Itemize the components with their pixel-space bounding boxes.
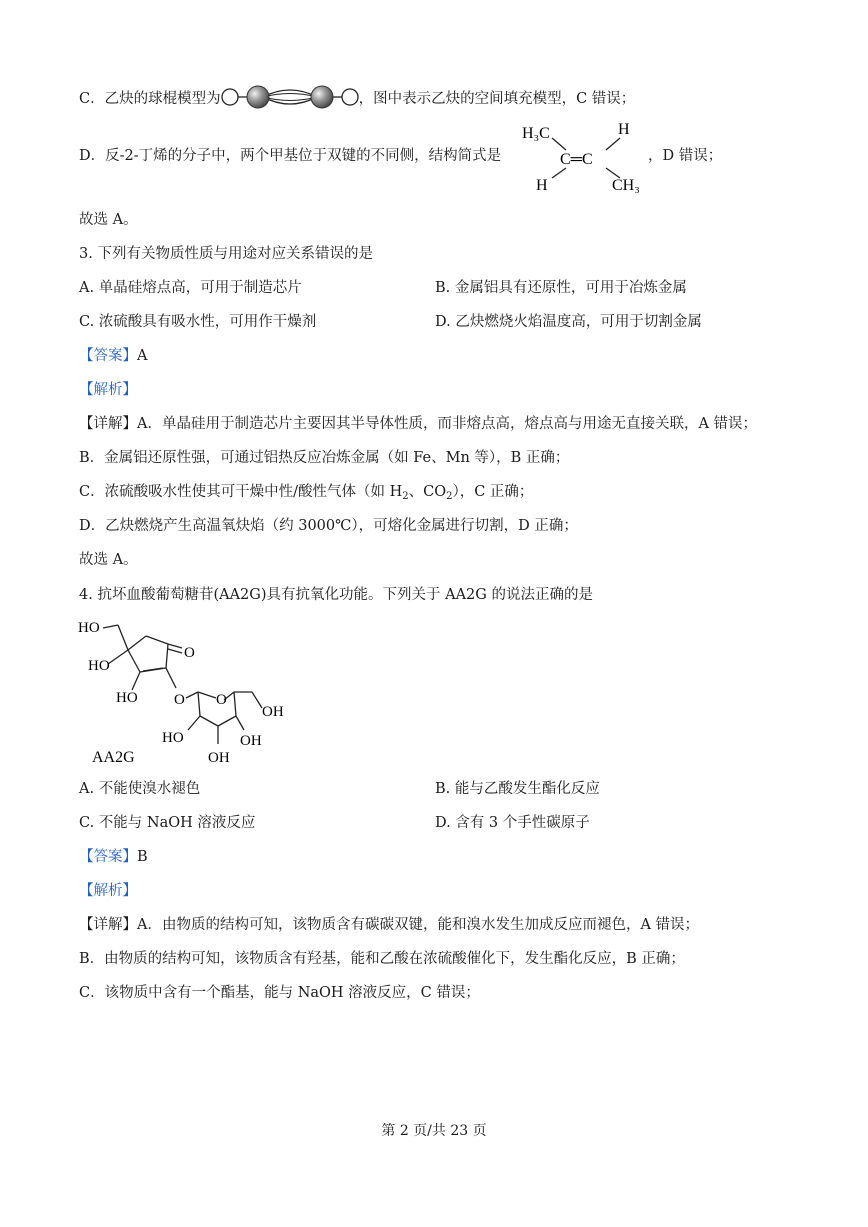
q4-detail-a-text: A．由物质的结构可知，该物质含有碳碳双键，能和溴水发生加成反应而褪色，A 错误；: [137, 917, 700, 933]
aa2g-structure: [76, 612, 306, 767]
page-footer: 第 2 页/共 23 页: [381, 1123, 487, 1139]
q3-detail-a: [79, 414, 757, 434]
q2-c-prefix: C．乙炔的球棍模型为: [79, 91, 221, 107]
q4-option-a: A. 不能使溴水褪色: [79, 781, 201, 797]
q3-detail-d: D．乙炔燃烧产生高温氧炔焰（约 3000℃），可熔化金属进行切割，D 正确；: [79, 518, 578, 534]
q4-answer-value: B: [137, 849, 148, 865]
q3-option-b: B. 金属铝具有还原性，可用于冶炼金属: [435, 280, 687, 296]
trans-2-butene-structure: [520, 116, 650, 196]
q4-stem: 4. 抗坏血酸葡萄糖苷(AA2G)具有抗氧化功能。下列关于 AA2G 的说法正确的是: [79, 587, 593, 603]
q3-answer-value: A: [137, 348, 148, 364]
q4-option-b: B. 能与乙酸发生酯化反应: [435, 781, 600, 797]
q3-detail-c-prefix: C．浓硫酸吸水性使其可干燥中性/酸性气体（如 H: [79, 484, 403, 500]
q4-answer: [79, 847, 148, 867]
aa2g-ho1: HO: [78, 620, 100, 636]
q2-d-prefix: D．反-2-丁烯的分子中，两个甲基位于双键的不同侧，结构简式是: [79, 148, 502, 164]
q4-detail-a: [79, 915, 699, 935]
aa2g-oh2: OH: [240, 733, 262, 749]
aa2g-name: AA2G: [92, 749, 135, 766]
aa2g-ho3: HO: [116, 690, 138, 706]
struct-ch3: CH₃: [612, 177, 640, 194]
q2-d-suffix: ，D 错误；: [648, 148, 723, 164]
q3-analysis-label: 【解析】: [79, 382, 137, 398]
q3-answer: [79, 346, 147, 366]
q3-option-a: A. 单晶硅熔点高，可用于制造芯片: [79, 280, 302, 296]
q4-option-c: C. 不能与 NaOH 溶液反应: [79, 815, 256, 831]
q3-detail-c-mid: 、CO: [408, 484, 447, 500]
q2-conclusion: 故选 A。: [79, 212, 138, 228]
q4-answer-label: 【答案】: [79, 849, 137, 865]
q3-option-d: D. 乙炔燃烧火焰温度高，可用于切割金属: [435, 314, 702, 330]
struct-cc: C═C: [560, 151, 593, 168]
acetylene-ball-stick-model: [221, 80, 359, 114]
struct-h-top: H: [618, 121, 630, 138]
q4-analysis-label: 【解析】: [79, 883, 137, 899]
q3-answer-label: 【答案】: [79, 348, 137, 364]
q4-detail-c: C．该物质中含有一个酯基，能与 NaOH 溶液反应，C 错误；: [79, 985, 480, 1001]
q3-detail-b: B．金属铝还原性强，可通过铝热反应冶炼金属（如 Fe、Mn 等），B 正确；: [79, 450, 570, 466]
q4-option-d: D. 含有 3 个手性碳原子: [435, 815, 590, 831]
q3-stem: 3. 下列有关物质性质与用途对应关系错误的是: [79, 246, 373, 262]
aa2g-ring-o: O: [216, 692, 227, 708]
q3-detail-label: 【详解】: [79, 416, 137, 432]
struct-h-bottom: H: [536, 177, 548, 194]
q3-detail-a-text: A．单晶硅用于制造芯片主要因其半导体性质，而非熔点高，熔点高与用途无直接关联，A 错误；: [137, 416, 758, 432]
q2-c-suffix: ，图中表示乙炔的空间填充模型，C 错误；: [358, 91, 636, 107]
aa2g-oh1: OH: [262, 704, 284, 720]
q4-detail-label: 【详解】: [79, 917, 137, 933]
q3-conclusion: 故选 A。: [79, 552, 138, 568]
q3-detail-c: [79, 482, 533, 507]
co2-subscript: 2: [446, 491, 453, 502]
aa2g-oh3: OH: [208, 750, 230, 766]
q3-option-c: C. 浓硫酸具有吸水性，可用作干燥剂: [79, 314, 317, 330]
aa2g-o-carbonyl: O: [184, 645, 195, 661]
q2-option-c: [79, 80, 635, 114]
aa2g-ho4: HO: [162, 730, 184, 746]
q2-option-d: [79, 146, 501, 166]
aa2g-o-link: O: [174, 692, 185, 708]
h2-subscript: 2: [402, 491, 409, 502]
q4-detail-b: B．由物质的结构可知，该物质含有羟基，能和乙酸在浓硫酸催化下，发生酯化反应，B 正确；: [79, 951, 685, 967]
q3-detail-c-suffix: ），C 正确；: [452, 484, 534, 500]
aa2g-ho2: HO: [88, 658, 110, 674]
struct-h3c: H₃C: [522, 125, 550, 142]
